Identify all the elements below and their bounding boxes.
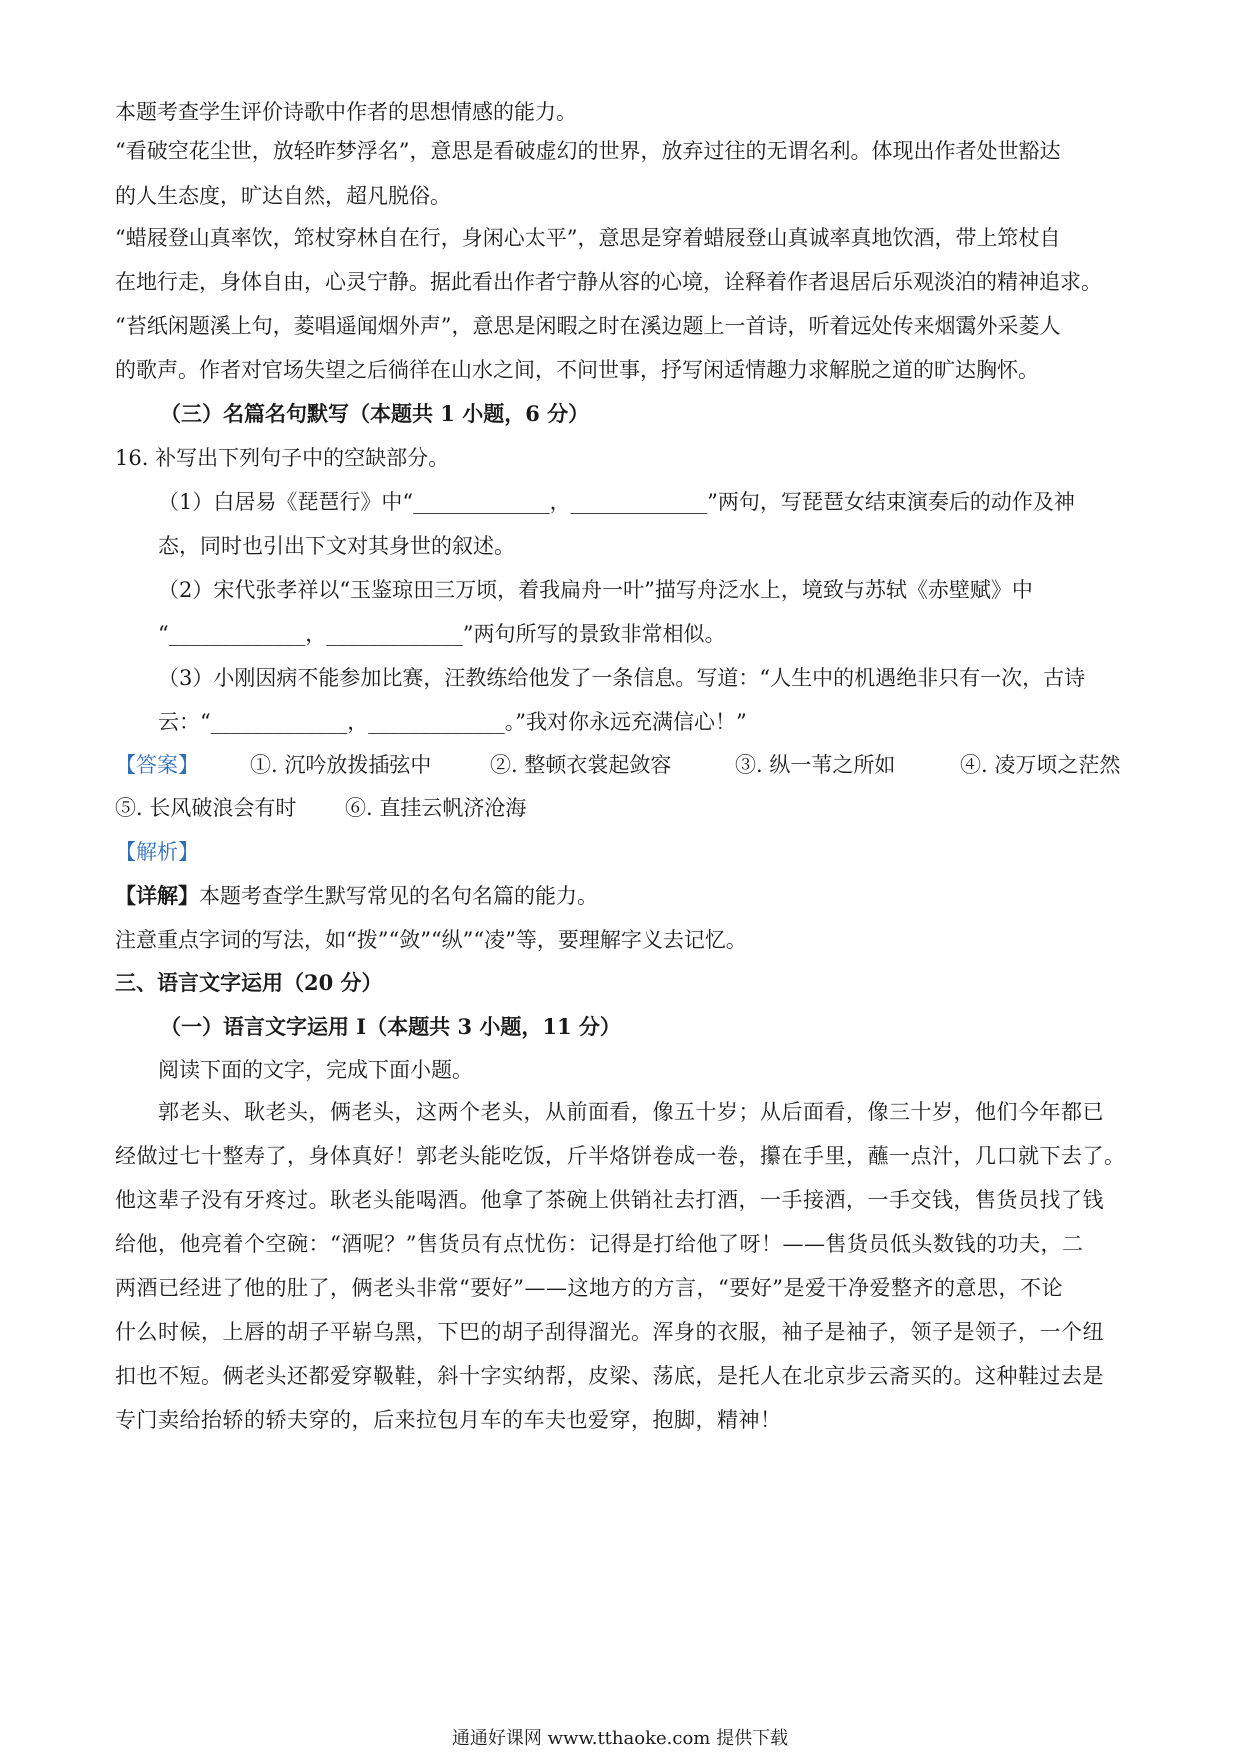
note-line: 注意重点字词的写法，如“拨”“敛”“纵”“凌”等，要理解字义去记忆。 bbox=[115, 928, 747, 952]
story-line: 经做过七十整寿了，身体真好！郭老头能吃饭，斤半烙饼卷成一卷，攥在手里，蘸一点汁，几口就下去了。 bbox=[115, 1144, 1126, 1168]
analysis-text-line: 的人生态度，旷达自然，超凡脱俗。 bbox=[115, 184, 451, 208]
story-line: 专门卖给抬轿的轿夫穿的，后来拉包月车的车夫也爱穿，抱脚，精神！ bbox=[115, 1408, 782, 1432]
question-16-1-cont: 态，同时也引出下文对其身世的叙述。 bbox=[158, 534, 515, 558]
story-line: 扣也不短。俩老头还都爱穿靸鞋，斜十字实纳帮，皮梁、荡底，是托人在北京步云斋买的。这种鞋过去是 bbox=[115, 1364, 1104, 1388]
story-line: 两酒已经进了他的肚了，俩老头非常“要好”——这地方的方言，“要好”是爱干净爱整齐的意思，不论 bbox=[115, 1276, 1063, 1300]
detail-text: 本题考查学生默写常见的名句名篇的能力。 bbox=[199, 884, 598, 908]
part-heading: 三、语言文字运用（20 分） bbox=[115, 970, 383, 995]
answer-item: ①. 沉吟放拨插弦中 bbox=[250, 753, 432, 777]
analysis-text-line: “苔纸闲题溪上句，菱唱遥闻烟外声”，意思是闲暇之时在溪边题上一首诗，听着远处传来烟霭外采菱人 bbox=[115, 314, 1061, 338]
detail-line bbox=[115, 881, 1130, 911]
analysis-text-line: “蜡屐登山真率饮，筇杖穿林自在行，身闲心太平”，意思是穿着蜡屐登山真诚率真地饮酒，带上筇杖自 bbox=[115, 226, 1061, 250]
analysis-text-line: 的歌声。作者对官场失望之后徜徉在山水之间，不问世事，抒写闲适情趣力求解脱之道的旷达胸怀。 bbox=[115, 358, 1039, 382]
analysis-text-line: “看破空花尘世，放轻昨梦浮名”，意思是看破虚幻的世界，放弃过往的无谓名利。体现出作者处世豁达 bbox=[115, 139, 1061, 163]
reading-instruction: 阅读下面的文字，完成下面小题。 bbox=[158, 1058, 473, 1082]
analysis-label: 【解析】 bbox=[115, 840, 199, 864]
section-heading: （三）名篇名句默写（本题共 1 小题，6 分） bbox=[160, 401, 590, 426]
answer-item: ⑥. 直挂云帆济沧海 bbox=[345, 796, 527, 820]
story-line: 他这辈子没有牙疼过。耿老头能喝酒。他拿了茶碗上供销社去打酒，一手接酒，一手交钱，售货员找了钱 bbox=[115, 1188, 1104, 1212]
question-16: 16. 补写出下列句子中的空缺部分。 bbox=[115, 446, 450, 470]
subsection-heading: （一）语言文字运用 I（本题共 3 小题，11 分） bbox=[160, 1014, 621, 1039]
question-16-3: （3）小刚因病不能参加比赛，汪教练给他发了一条信息。写道：“人生中的机遇绝非只有一次，古诗 bbox=[158, 666, 1086, 690]
answer-item: ②. 整顿衣裳起敛容 bbox=[490, 753, 672, 777]
question-16-2-cont: “_____________，_____________”两句所写的景致非常相似。 bbox=[158, 622, 726, 646]
analysis-text-line: 在地行走，身体自由，心灵宁静。据此看出作者宁静从容的心境，诠释着作者退居后乐观淡泊的精神追求。 bbox=[115, 270, 1102, 294]
story-line: 给他，他亮着个空碗：“酒呢？”售货员有点忧伤：记得是打给他了呀！——售货员低头数钱的功夫，二 bbox=[115, 1232, 1084, 1256]
answer-item: ③. 纵一苇之所如 bbox=[735, 753, 896, 777]
question-16-2: （2）宋代张孝祥以“玉鉴琼田三万顷，着我扁舟一叶”描写舟泛水上，境致与苏轼《赤壁赋》中 bbox=[158, 578, 1033, 602]
story-line: 什么时候，上唇的胡子平崭乌黑，下巴的胡子刮得溜光。浑身的衣服，袖子是袖子，领子是领子，一个纽 bbox=[115, 1320, 1104, 1344]
story-line: 郭老头、耿老头，俩老头，这两个老头，从前面看，像五十岁；从后面看，像三十岁，他们今年都已 bbox=[158, 1100, 1104, 1124]
answer-label: 【答案】 bbox=[115, 753, 199, 777]
answer-item: ⑤. 长风破浪会有时 bbox=[115, 796, 297, 820]
question-16-3-cont: 云：“_____________，_____________。”我对你永远充满信心！” bbox=[158, 710, 747, 734]
page-footer: 通通好课网 www.tthaoke.com 提供下载 bbox=[451, 1728, 789, 1749]
question-16-1: （1）白居易《琵琶行》中“_____________，_____________”两句，写琵琶女结束演奏后的动作及神 bbox=[158, 490, 1075, 514]
analysis-text-line: 本题考查学生评价诗歌中作者的思想情感的能力。 bbox=[115, 100, 577, 124]
answer-item: ④. 凌万顷之茫然 bbox=[960, 753, 1121, 777]
detail-label: 【详解】 bbox=[115, 883, 199, 908]
